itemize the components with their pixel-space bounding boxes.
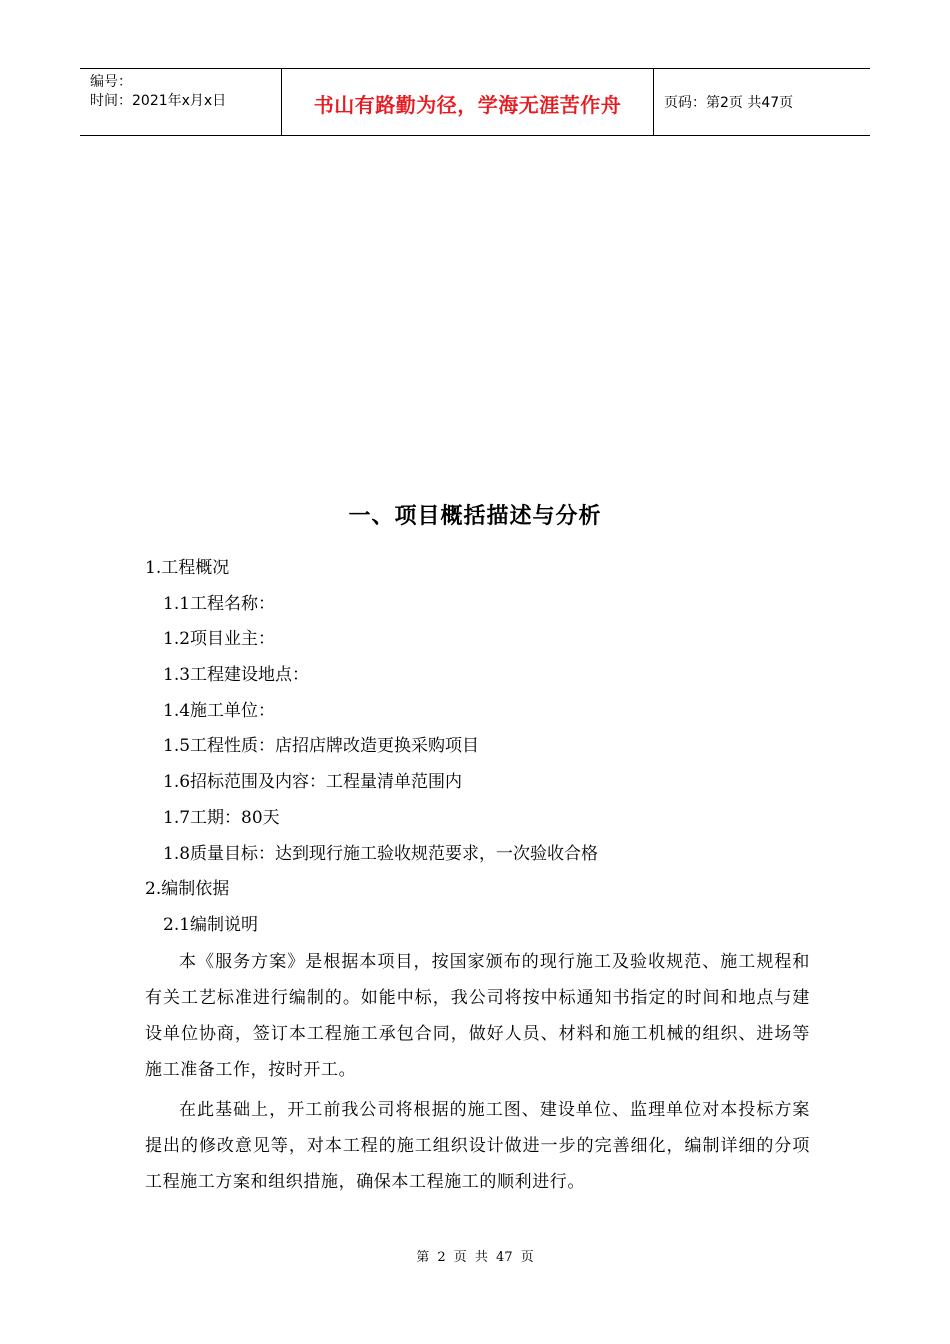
item-tender-scope: 1.6招标范围及内容：工程量清单范围内	[163, 772, 463, 792]
document-number-label: 编号：	[90, 74, 132, 90]
item-duration: 1.7工期：80天	[163, 808, 280, 828]
header-page-info: 页码：第2页 共47页	[664, 95, 794, 111]
paragraph-service-plan: 本《服务方案》是根据本项目，按国家颁布的现行施工及验收规范、施工规程和有关工艺标准进行编制的。如能中标，我公司将按中标通知书指定的时间和地点与建设单位协商，签订本工程施工承包合同，做好人员、材料和施工机械的组织、进场等施工准备工作，按时开工。	[145, 952, 810, 1080]
item-project-nature: 1.5工程性质：店招店牌改造更换采购项目	[163, 736, 480, 756]
item-project-owner: 1.2项目业主：	[163, 629, 276, 649]
document-date: 时间：2021年x月x日	[90, 93, 227, 109]
header-motto: 书山有路勤为径，学海无涯苦作舟	[282, 69, 654, 135]
heading-project-overview: 1.工程概况	[145, 558, 230, 578]
item-compilation-notes: 2.1编制说明	[163, 915, 259, 935]
page-footer: 第 2 页 共 47 页	[416, 1250, 534, 1265]
page-header	[80, 68, 870, 136]
item-project-location: 1.3工程建设地点：	[163, 665, 310, 685]
item-contractor: 1.4施工单位：	[163, 701, 276, 721]
item-quality-target: 1.8质量目标：达到现行施工验收规范要求，一次验收合格	[163, 844, 599, 864]
heading-compilation-basis: 2.编制依据	[145, 879, 230, 899]
section-title: 一、项目概括描述与分析	[348, 504, 602, 529]
paragraph-refinement: 在此基础上，开工前我公司将根据的施工图、建设单位、监理单位对本投标方案提出的修改意见等，对本工程的施工组织设计做进一步的完善细化，编制详细的分项工程施工方案和组织措施，确保本工程施工的顺利进行。	[145, 1100, 810, 1192]
item-project-name: 1.1工程名称：	[163, 594, 276, 614]
header-meta	[80, 69, 282, 135]
